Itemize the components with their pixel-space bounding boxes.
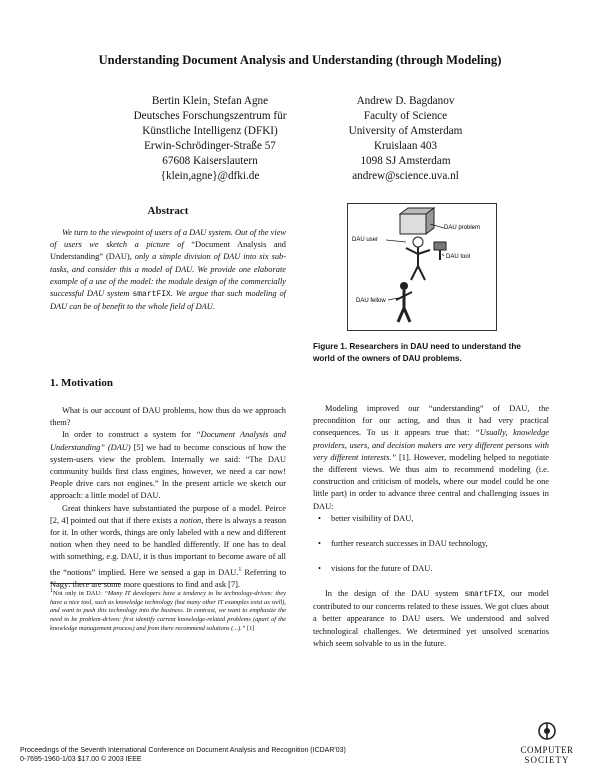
text-span: “Document Analysis and Understanding” (DAU) <box>50 430 286 452</box>
text-span: Not only in DAU: <box>53 590 102 598</box>
computer-society-logo <box>512 722 582 770</box>
system-name: smartFIX <box>464 590 503 599</box>
text-span: “Many IT developers have a tendency to be technology-driven: they have a nice tool, such as knowledge technology (but many other IT examples exist as well), and want to push this technology into the business. In contrast, we want to emphasize the need to be problem-driven: first identify current knowledge-related problems (apart of the knowledge management process) and from there recommend solutions (...).” <box>50 590 286 632</box>
footnote-mark: 1 <box>50 588 53 594</box>
author-email: {klein,agne}@dfki.de <box>160 170 260 182</box>
logo-text-society: SOCIETY <box>524 755 570 765</box>
paragraph <box>50 503 286 591</box>
label-tool: DAU tool <box>446 254 471 260</box>
abstract-part: only a simple division of DAU into six sub-tasks, and consider this a model of DAU. We provide one elaborate example of a use of the model: the module design of the commercially successful DAU system <box>50 252 286 299</box>
author-affiliation: University of Amsterdam <box>348 125 463 137</box>
text-span: Great thinkers have substantiated the purpose of a model. Peirce [2, 4] pointed out that if there exists a <box>50 503 286 525</box>
footer-copyright: 0-7695-1960-1/03 $17.00 © 2003 IEEE <box>20 756 142 763</box>
section-heading: 1. Motivation <box>50 377 113 389</box>
paragraph: What is our account of DAU problems, how thus do we approach them? <box>50 406 286 428</box>
bullet-icon: • <box>318 564 321 573</box>
abstract-part: . We argue that such modeling of DAU can be of benefit to the whole field of DAU. <box>50 289 287 312</box>
label-problem: DAU problem <box>444 225 481 231</box>
figure-illustration <box>348 204 496 330</box>
text-span: Referring to Nagy: there are some more questions to find and ask [7]. <box>50 567 287 589</box>
footer-proceedings: Proceedings of the Seventh International Conference on Document Analysis and Recognition (ICDAR'03) <box>20 747 346 754</box>
text-span: “Usually, knowledge providers, users, and decision makers are very different persons with very different interests.” <box>313 428 549 462</box>
author-address: Kruislaan 403 <box>373 140 438 152</box>
author-affiliation: Deutsches Forschungszentrum für <box>133 110 287 122</box>
bullet-icon: • <box>318 514 321 523</box>
right-paragraph-2 <box>313 588 549 650</box>
figure-caption: Figure 1. Researchers in DAU need to understand the world of the owners of DAU problems. <box>313 342 521 363</box>
system-name: smartFIX <box>132 290 171 300</box>
arrow-tool <box>442 254 444 256</box>
author-affiliation: Künstliche Intelligenz (DFKI) <box>142 125 278 137</box>
abstract-heading: Abstract <box>147 205 189 217</box>
list-item <box>313 538 549 563</box>
authors-left <box>115 94 305 184</box>
paper-title: Understanding Document Analysis and Understanding (through Modeling) <box>98 53 502 67</box>
page-footer <box>20 746 346 764</box>
authors-right <box>318 94 493 184</box>
arrow-user <box>386 240 406 242</box>
author-email: andrew@science.uva.nl <box>352 170 459 182</box>
list-item-text: better visibility of DAU, <box>331 514 414 523</box>
problem-cube-icon <box>400 208 434 234</box>
text-span: [1] <box>246 624 255 632</box>
abstract-text <box>50 227 286 313</box>
user-figure-icon <box>406 237 430 280</box>
text-span: In the design of the DAU system <box>325 589 459 598</box>
motivation-text <box>50 405 286 591</box>
author-city: 1098 SJ Amsterdam <box>360 155 451 167</box>
footnote-rule <box>50 583 120 584</box>
society-emblem-icon <box>535 722 559 740</box>
author-city: 67608 Kaiserslautern <box>162 155 258 167</box>
figure-1 <box>347 203 497 331</box>
footnote <box>50 587 286 633</box>
label-user: DAU user <box>352 237 379 243</box>
author-address: Erwin-Schrödinger-Straße 57 <box>144 140 276 152</box>
author-names: Bertin Klein, Stefan Agne <box>151 95 269 107</box>
author-affiliation: Faculty of Science <box>363 110 448 122</box>
list-item <box>313 513 549 538</box>
text-span: [5] we had to become conscious of how the system-users view the problem. Internally we said: “The DAU community builds first class engines, however, we need a car now! People drive cars not engines.” In the present article we sketch our approach: a little model of DAU. <box>50 442 287 501</box>
text-span: [1]. However, modeling helped to negotiate the different views. We thus aim to recommend modeling (i.e. construction and criticism of models, where our model could be one little part) in order to advance three central and challenging issues in DAU: <box>313 452 550 511</box>
paragraph <box>50 429 286 502</box>
logo-text-computer: COMPUTER <box>520 745 574 755</box>
list-item-text: visions for the future of DAU. <box>331 564 433 573</box>
abstract-part: We turn to the viewpoint of users of a DAU system. Out of the view of users we sketch a picture of <box>50 228 286 250</box>
text-span: notion <box>179 515 202 525</box>
footnote-ref: 1 <box>238 566 242 573</box>
list-item <box>313 563 549 588</box>
tool-icon <box>434 242 446 260</box>
right-paragraph-1 <box>313 403 549 513</box>
author-names: Andrew D. Bagdanov <box>356 95 455 107</box>
list-item-text: further research successes in DAU technology, <box>331 539 488 548</box>
bullet-list <box>313 513 549 588</box>
text-span: , there is always a reason for it. In other words, things are only labeled with a new and different notion when they need to be handled differently. If one has to deal with something, e.g. DAU, it is thus important to become aware of all the “notions” implied. Here we sensed a gap in DAU. <box>50 515 287 577</box>
abstract-quote: “Document Analysis and Understanding” (DAU), <box>50 240 286 262</box>
text-span: In order to construct a system for <box>62 430 191 440</box>
label-fellow: DAU fellow <box>356 298 386 304</box>
fellow-figure-icon <box>396 282 412 322</box>
text-span: , our model contributed to our concerns related to these issues. We got clues about a better appearance to DAU users. We understood and solved technological challenges. We determined yet unsolved scenarios which seem solvable to us in the future. <box>313 589 549 648</box>
bullet-icon: • <box>318 539 321 548</box>
text-span: Modeling improved our “understanding” of DAU, the precondition for our acting, and thus it had very practical consequences. To us it appears true that: <box>313 404 549 438</box>
